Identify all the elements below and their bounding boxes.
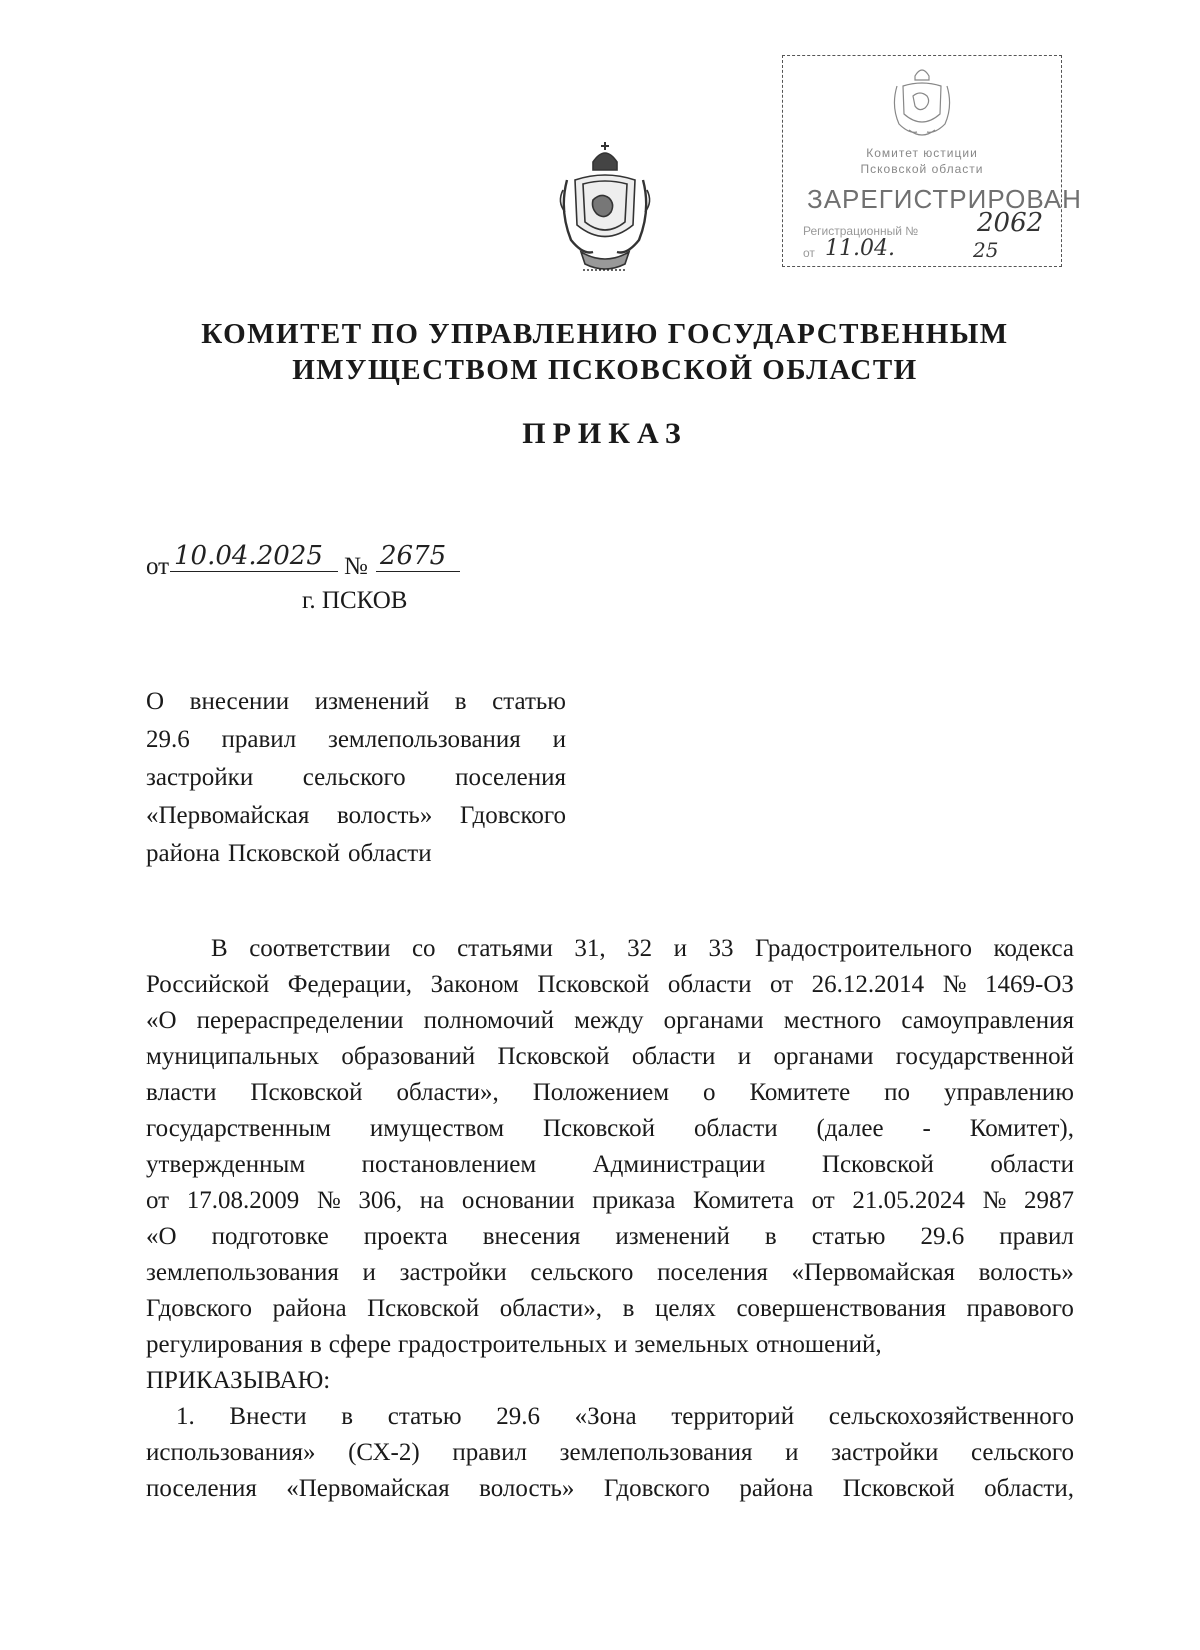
body-word: области — [667, 971, 752, 998]
stamp-date: 11.04. — [825, 236, 895, 261]
body-word: приказа — [592, 1187, 676, 1214]
body-word: внесения — [482, 1223, 581, 1250]
body-word: Федерации, — [287, 971, 413, 998]
body-word: Комитет), — [969, 1115, 1074, 1142]
subject-line — [146, 759, 566, 797]
stamp-number-label: Регистрационный № — [803, 224, 919, 238]
body-line — [146, 1147, 1074, 1183]
body-word: Градостроительного — [755, 935, 972, 962]
body-word: землепользования — [146, 1259, 339, 1286]
body-word: основании — [461, 1187, 575, 1214]
city: г. ПСКОВ — [302, 587, 408, 614]
subject-word: 29.6 — [146, 726, 190, 753]
subject-word: Псковской — [227, 840, 340, 867]
body-word: № — [982, 1187, 1007, 1214]
body-word: Внести — [229, 1403, 307, 1430]
body-word: области — [694, 1115, 778, 1142]
body-word: Комитета — [692, 1187, 794, 1214]
body-line — [146, 1003, 1074, 1039]
body-word: Псковской — [537, 971, 650, 998]
body-word: «Первомайская — [286, 1475, 450, 1502]
body-word: отношений, — [755, 1331, 882, 1358]
body-word: и — [362, 1259, 376, 1286]
body-word: правил — [999, 1223, 1074, 1250]
body-line — [146, 967, 1074, 1003]
body-word: (СХ-2) — [348, 1439, 420, 1466]
body-word: Псковской — [842, 1475, 955, 1502]
body-word: и — [737, 1043, 752, 1070]
body-word: статью — [811, 1223, 886, 1250]
body-word: области», — [396, 1079, 499, 1106]
body-word: волость» — [479, 1475, 575, 1502]
body-word: управлению — [944, 1079, 1074, 1106]
body-word: 26.12.2014 — [811, 971, 925, 998]
stamp-date-label: от — [803, 246, 815, 260]
body-word: поселения — [657, 1259, 768, 1286]
body-word: Псковской — [543, 1115, 656, 1142]
subject-word: поселения — [455, 764, 566, 791]
body-word: Псковской — [250, 1079, 363, 1106]
body-word: «Зона — [574, 1403, 637, 1430]
subject-word: застройки — [146, 764, 254, 791]
subject-word: Гдовского — [459, 802, 566, 829]
subject-line — [146, 721, 566, 759]
body-line — [146, 1255, 1074, 1291]
body-word: сельского — [530, 1259, 634, 1286]
order-date: 10.04.2025 — [170, 541, 338, 572]
subject-word: О — [146, 688, 165, 715]
subject-word: в — [454, 688, 467, 715]
body-word: совершенствования — [736, 1295, 946, 1322]
registration-stamp — [782, 55, 1082, 267]
subject-word: изменений — [314, 688, 430, 715]
body-word: Гдовского — [603, 1475, 710, 1502]
body-line — [146, 1075, 1074, 1111]
organization-title — [140, 316, 1070, 388]
body-word: Гдовского — [146, 1295, 253, 1322]
subject-word: волость» — [337, 802, 433, 829]
body-word: В — [211, 935, 228, 962]
body-word: № — [942, 971, 967, 998]
body-word: 1. — [176, 1403, 195, 1430]
body-word: от — [146, 1187, 170, 1214]
body-word: образований — [341, 1043, 476, 1070]
coat-of-arms-emblem — [553, 140, 658, 280]
body-word: государственной — [895, 1043, 1074, 1070]
subject-word: района — [146, 840, 220, 867]
stamp-organization: Комитет юстиции — [866, 146, 978, 160]
subject-word: области — [348, 840, 432, 867]
body-word: 17.08.2009 — [186, 1187, 300, 1214]
body-word: «О — [146, 1007, 177, 1034]
body-word: Комитете — [749, 1079, 851, 1106]
date-label: от — [146, 553, 170, 580]
body-word: Псковской — [367, 1295, 480, 1322]
body-word: ПРИКАЗЫВАЮ: — [146, 1367, 331, 1394]
order-body — [146, 931, 1074, 1507]
body-line — [146, 1435, 1074, 1471]
body-word: области, — [984, 1475, 1074, 1502]
body-line — [146, 1219, 1074, 1255]
body-word: градостроительных — [398, 1331, 608, 1358]
body-word: и — [785, 1439, 799, 1466]
body-word: муниципальных — [146, 1043, 320, 1070]
stamp-coat-of-arms-icon — [887, 62, 957, 142]
body-line — [146, 1399, 1074, 1435]
body-word: 2987 — [1023, 1187, 1074, 1214]
body-word: регулирования — [146, 1331, 303, 1358]
body-line — [146, 1327, 1074, 1363]
body-word: района — [272, 1295, 347, 1322]
body-word: государственным — [146, 1115, 331, 1142]
body-word: 21.05.2024 — [852, 1187, 965, 1214]
order-number: 2675 — [376, 541, 460, 572]
body-word: утвержденным — [146, 1151, 306, 1178]
subject-word: статью — [492, 688, 566, 715]
stamp-registration-number: 2062 — [977, 208, 1044, 238]
body-word: 306, — [358, 1187, 403, 1214]
number-label: № — [344, 553, 368, 580]
body-word: местного — [783, 1007, 882, 1034]
body-word: и — [673, 935, 688, 962]
body-word: полномочий — [423, 1007, 555, 1034]
body-word: 31, — [574, 935, 606, 962]
body-word: сфере — [328, 1331, 392, 1358]
document-type: ПРИКАЗ — [522, 417, 688, 450]
body-word: Законом — [430, 971, 519, 998]
body-word: перераспределении — [196, 1007, 404, 1034]
body-word: по — [884, 1079, 911, 1106]
body-word: 29.6 — [920, 1223, 965, 1250]
body-word: земельных — [634, 1331, 749, 1358]
stamp-region: Псковской области — [860, 162, 984, 176]
body-word: от — [811, 1187, 835, 1214]
body-word: статью — [387, 1403, 462, 1430]
body-word: волость» — [978, 1259, 1074, 1286]
subject-line — [146, 835, 566, 873]
body-line — [146, 1363, 1074, 1399]
body-word: Положением — [532, 1079, 670, 1106]
body-word: о — [703, 1079, 716, 1106]
body-word: самоуправления — [901, 1007, 1074, 1034]
subject-word: землепользования — [327, 726, 521, 753]
body-word: в — [764, 1223, 777, 1250]
body-word: 1469-ОЗ — [985, 971, 1074, 998]
body-word: органами — [663, 1007, 764, 1034]
body-word: 32 — [627, 935, 653, 962]
order-subject — [146, 683, 566, 873]
body-word: района — [739, 1475, 814, 1502]
body-word: сельского — [970, 1439, 1074, 1466]
body-word: «Первомайская — [791, 1259, 955, 1286]
body-word: использования» — [146, 1439, 316, 1466]
body-word: на — [419, 1187, 445, 1214]
body-word: проекта — [363, 1223, 448, 1250]
body-word: правил — [452, 1439, 527, 1466]
body-word: Псковской — [497, 1043, 610, 1070]
body-word: подготовке — [211, 1223, 329, 1250]
body-word: имуществом — [369, 1115, 505, 1142]
stamp-year: 25 — [973, 238, 999, 262]
body-word: Псковской — [821, 1151, 934, 1178]
body-word: 33 — [708, 935, 734, 962]
body-word: Администрации — [592, 1151, 766, 1178]
body-word: (далее — [816, 1115, 884, 1142]
body-word: территорий — [671, 1403, 795, 1430]
body-line — [146, 1471, 1074, 1507]
body-word: области», — [499, 1295, 603, 1322]
body-word: со — [411, 935, 436, 962]
body-word: - — [922, 1115, 931, 1142]
body-word: сельскохозяйственного — [828, 1403, 1074, 1430]
body-word: целях — [654, 1295, 716, 1322]
body-word: застройки — [399, 1259, 507, 1286]
body-word: области — [631, 1043, 716, 1070]
body-line — [146, 931, 1074, 967]
body-word: статьями — [457, 935, 553, 962]
body-word: правового — [966, 1295, 1074, 1322]
body-word: в — [622, 1295, 635, 1322]
subject-line — [146, 797, 566, 835]
body-word: «О — [146, 1223, 177, 1250]
body-word: застройки — [831, 1439, 939, 1466]
body-word: соответствии — [249, 935, 391, 962]
subject-line — [146, 683, 566, 721]
body-word: органами — [773, 1043, 874, 1070]
body-word: поселения — [146, 1475, 257, 1502]
body-word: № — [316, 1187, 341, 1214]
body-word: Российской — [146, 971, 270, 998]
body-line — [146, 1291, 1074, 1327]
subject-word: внесении — [189, 688, 290, 715]
body-line — [146, 1111, 1074, 1147]
body-word: между — [574, 1007, 644, 1034]
body-line — [146, 1183, 1074, 1219]
subject-word: «Первомайская — [146, 802, 310, 829]
subject-word: и — [552, 726, 566, 753]
body-word: власти — [146, 1079, 217, 1106]
body-word: в — [341, 1403, 354, 1430]
body-word: постановлением — [361, 1151, 537, 1178]
body-word: землепользования — [559, 1439, 753, 1466]
body-word: кодекса — [993, 935, 1074, 962]
organization-title-line1: КОМИТЕТ ПО УПРАВЛЕНИЮ ГОСУДАРСТВЕННЫМ — [201, 318, 1009, 350]
subject-word: правил — [221, 726, 297, 753]
body-word: области — [990, 1151, 1074, 1178]
subject-word: сельского — [302, 764, 406, 791]
body-line — [146, 1039, 1074, 1075]
body-word: изменений — [615, 1223, 730, 1250]
stamp-status: ЗАРЕГИСТРИРОВАН — [807, 184, 1082, 214]
body-word: от — [769, 971, 794, 998]
body-word: в — [309, 1331, 322, 1358]
body-word: 29.6 — [496, 1403, 540, 1430]
organization-title-line2: ИМУЩЕСТВОМ ПСКОВСКОЙ ОБЛАСТИ — [292, 354, 918, 386]
body-word: и — [614, 1331, 628, 1358]
